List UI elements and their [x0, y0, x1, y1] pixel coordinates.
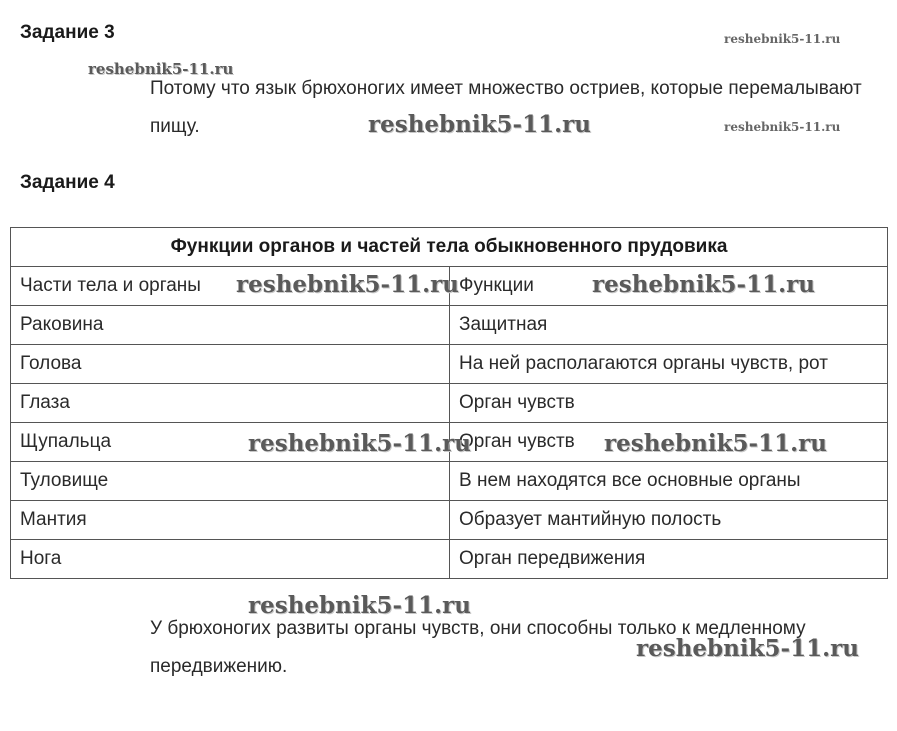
table-cell-part: Мантия: [11, 501, 450, 540]
table-title: Функции органов и частей тела обыкновенного прудовика: [11, 228, 888, 267]
table-cell-part: Раковина: [11, 306, 450, 345]
table-row: [11, 306, 888, 345]
column-header-parts: Части тела и органы: [11, 267, 450, 306]
watermark: reshebnik5-11.ru: [604, 430, 827, 457]
watermark: reshebnik5-11.ru: [236, 271, 459, 298]
table-cell-part: Туловище: [11, 462, 450, 501]
watermark: reshebnik5-11.ru: [248, 592, 471, 619]
table-row: [11, 345, 888, 384]
table-cell-function: В нем находятся все основные органы: [450, 462, 888, 501]
task-4-heading: Задание 4: [20, 172, 115, 193]
table-cell-function: Орган передвижения: [450, 540, 888, 579]
table-row: [11, 384, 888, 423]
watermark: reshebnik5-11.ru: [724, 32, 841, 46]
watermark: reshebnik5-11.ru: [592, 271, 815, 298]
table-cell-part: Нога: [11, 540, 450, 579]
table-cell-function: Орган чувств: [450, 384, 888, 423]
table-row: [11, 501, 888, 540]
task-4-conclusion: У брюхоногих развиты органы чувств, они способны только к медленному передвижению.: [150, 618, 806, 677]
watermark: reshebnik5-11.ru: [248, 430, 471, 457]
task-3-answer: Потому что язык брюхоногих имеет множество остриев, которые перемалывают пищу.: [150, 78, 862, 137]
watermark: reshebnik5-11.ru: [368, 111, 591, 138]
column-header-functions: Функции: [450, 267, 888, 306]
watermark: reshebnik5-11.ru: [88, 60, 234, 78]
table-cell-function: Защитная: [450, 306, 888, 345]
watermark: reshebnik5-11.ru: [724, 120, 841, 134]
table-cell-function: Образует мантийную полость: [450, 501, 888, 540]
watermark: reshebnik5-11.ru: [636, 635, 859, 662]
table-cell-part: Щупальца: [11, 423, 450, 462]
table-cell-function: На ней располагаются органы чувств, рот: [450, 345, 888, 384]
table-cell-part: Голова: [11, 345, 450, 384]
table-row: [11, 462, 888, 501]
table-cell-part: Глаза: [11, 384, 450, 423]
table-cell-function: Орган чувств: [450, 423, 888, 462]
table-row: [11, 540, 888, 579]
task-3-heading: Задание 3: [20, 22, 115, 43]
